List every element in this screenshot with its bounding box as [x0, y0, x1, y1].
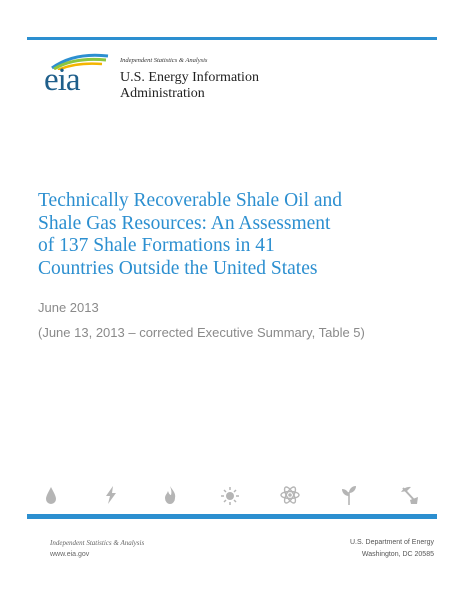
title-line-2: Shale Gas Resources: An Assessment	[38, 212, 331, 234]
coal-icon	[398, 484, 420, 506]
electricity-bolt-icon	[100, 484, 122, 506]
energy-icons-row	[40, 484, 420, 506]
footer-left	[50, 537, 144, 561]
footer-address: Washington, DC 20585	[361, 551, 434, 558]
agency-name-line1: U.S. Energy Information	[120, 69, 259, 85]
footer-tagline: Independent Statistics & Analysis	[50, 539, 145, 547]
sun-icon	[219, 484, 241, 506]
logo-wordmark: eia	[44, 62, 80, 98]
agency-tagline: Independent Statistics & Analysis	[120, 57, 208, 64]
bottom-rule	[27, 514, 437, 519]
agency-name-line2: Administration	[120, 85, 205, 101]
flame-icon	[159, 484, 181, 506]
footer-right	[350, 537, 434, 561]
plant-icon	[338, 484, 360, 506]
agency-block	[120, 58, 259, 102]
top-rule	[27, 37, 437, 40]
report-title	[38, 190, 418, 280]
title-line-3: of 137 Shale Formations in 41	[38, 235, 275, 256]
footer-website[interactable]: www.eia.gov	[50, 551, 90, 558]
report-date: June 2013	[38, 300, 99, 315]
atom-icon	[279, 484, 301, 506]
oil-drop-icon	[40, 484, 62, 506]
title-line-4: Countries Outside the United States	[38, 257, 318, 279]
footer-department: U.S. Department of Energy	[349, 539, 434, 546]
correction-note: (June 13, 2013 – corrected Executive Summary, Table 5)	[38, 325, 365, 340]
title-line-1: Technically Recoverable Shale Oil and	[38, 190, 343, 211]
